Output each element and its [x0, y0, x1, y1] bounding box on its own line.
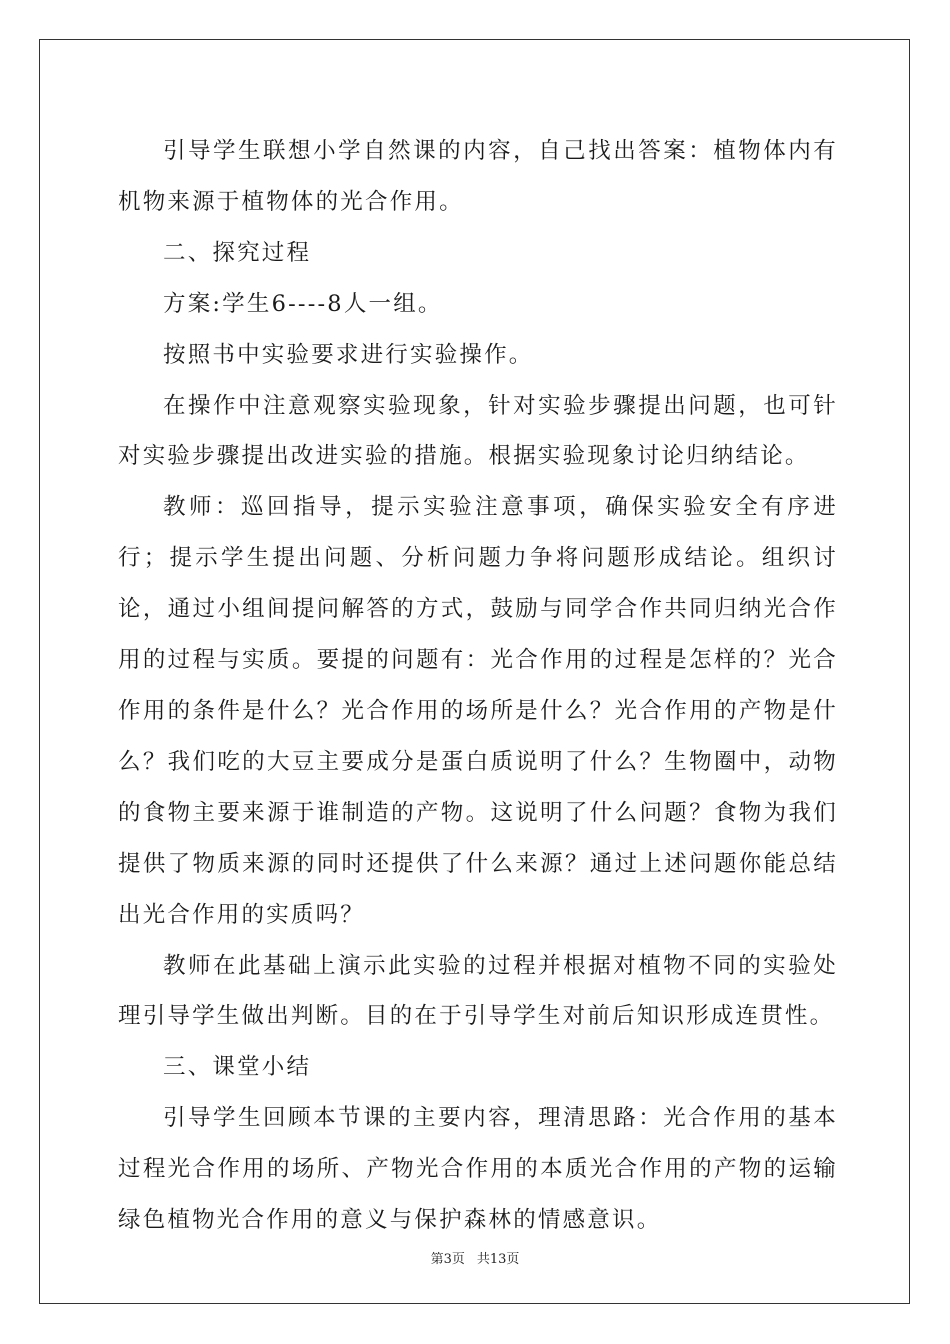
document-body [118, 126, 838, 1246]
section-heading-3: 三、课堂小结 [163, 1054, 312, 1081]
page-footer [0, 1248, 950, 1267]
paragraph-observation: 在操作中注意观察实验现象，针对实验步骤提出问题，也可针对实验步骤提出改进实验的措施。根据实验现象讨论归纳结论。 [118, 392, 838, 470]
paragraph-plan: 方案:学生6----8人一组。 [163, 290, 443, 317]
page-total: 共13页 [476, 1252, 520, 1267]
paragraph-intro: 引导学生联想小学自然课的内容，自己找出答案：植物体内有机物来源于植物体的光合作用。 [118, 138, 838, 215]
paragraph-teacher: 教师：巡回指导，提示实验注意事项，确保实验安全有序进行；提示学生提出问题、分析问题力争将问题形成结论。组织讨论，通过小组间提问解答的方式，鼓励与同学合作共同归纳光合作用的过程与实质。要提的问题有：光合作用的过程是怎样的？光合作用的条件是什么？光合作用的场所是什么？光合作用的产物是什么？我们吃的大豆主要成分是蛋白质说明了什么？生物圈中，动物的食物主要来源于谁制造的产物。这说明了什么问题？食物为我们提供了物质来源的同时还提供了什么来源？通过上述问题你能总结出光合作用的实质吗？ [118, 494, 838, 928]
section-heading-2: 二、探究过程 [163, 239, 312, 266]
paragraph-summary: 引导学生回顾本节课的主要内容，理清思路：光合作用的基本过程光合作用的场所、产物光合作用的本质光合作用的产物的运输绿色植物光合作用的意义与保护森林的情感意识。 [118, 1105, 838, 1234]
page-number: 第3页 [430, 1252, 465, 1267]
paragraph-demo: 教师在此基础上演示此实验的过程并根据对植物不同的实验处理引导学生做出判断。目的在于引导学生对前后知识形成连贯性。 [118, 952, 838, 1030]
paragraph-operation: 按照书中实验要求进行实验操作。 [163, 341, 534, 368]
